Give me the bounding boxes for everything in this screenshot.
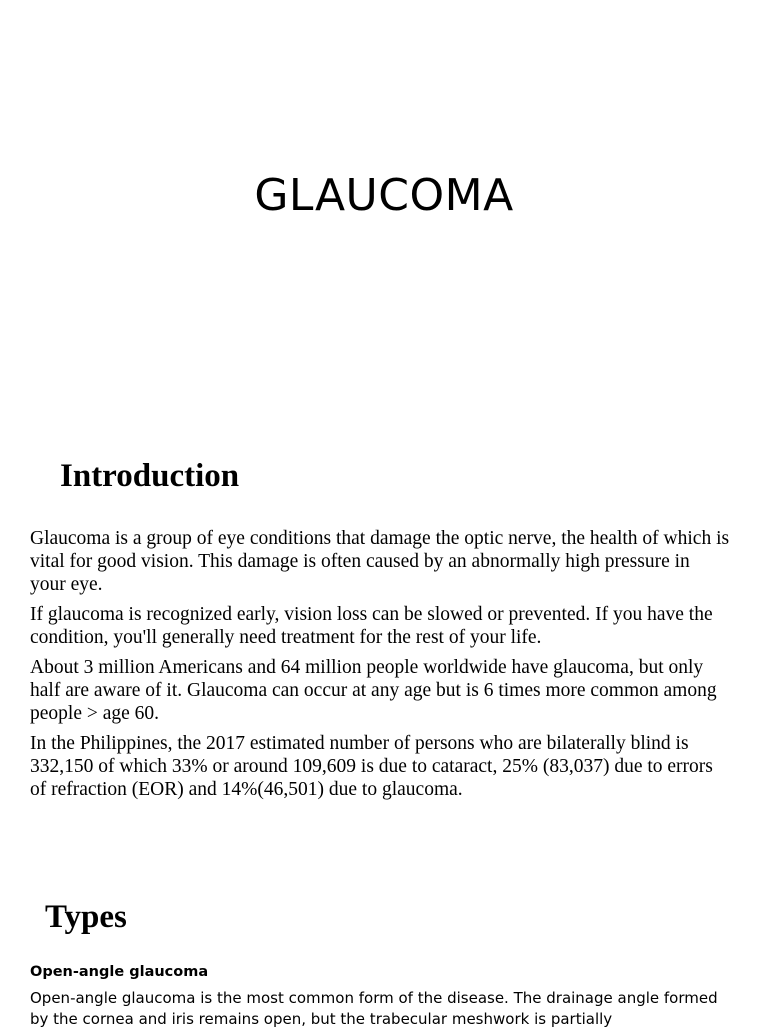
introduction-body bbox=[30, 527, 730, 808]
intro-paragraph: In the Philippines, the 2017 estimated number of persons who are bilaterally blind is 332,150 of which 33% or around 109,609 is due to cataract, 25% (83,037) due to errors of refraction (EOR) and 14%(46,501) due to glaucoma. bbox=[30, 733, 713, 800]
open-angle-body: Open-angle glaucoma is the most common form of the disease. The drainage angle formed by the cornea and iris remains open, but the trabecular meshwork is partially bbox=[30, 989, 718, 1028]
introduction-heading: Introduction bbox=[60, 458, 240, 494]
types-heading: Types bbox=[45, 899, 127, 935]
intro-paragraph: About 3 million Americans and 64 million people worldwide have glaucoma, but only half are aware of it. Glaucoma can occur at any age but is 6 times more common among people > age 60. bbox=[30, 657, 717, 724]
open-angle-subheading: Open-angle glaucoma bbox=[30, 964, 209, 980]
intro-paragraph: If glaucoma is recognized early, vision loss can be slowed or prevented. If you have the condition, you'll generally need treatment for the rest of your life. bbox=[30, 604, 713, 648]
slide-title: GLAUCOMA bbox=[254, 170, 514, 221]
intro-paragraph: Glaucoma is a group of eye conditions that damage the optic nerve, the health of which is vital for good vision. This damage is often caused by an abnormally high pressure in your eye. bbox=[30, 528, 730, 595]
